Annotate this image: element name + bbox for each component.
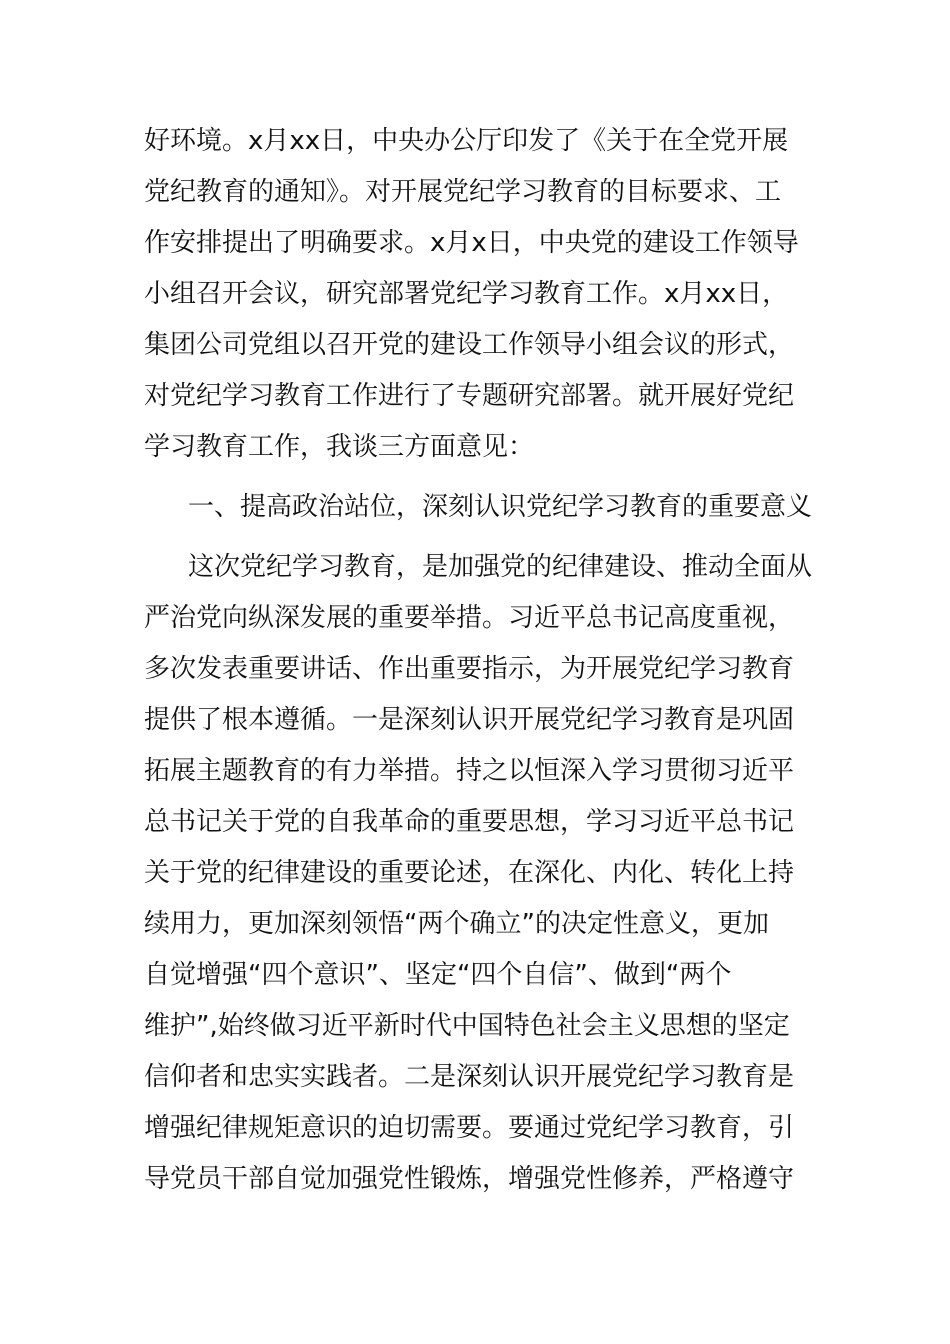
text-line: 小组召开会议，研究部署党纪学习教育工作。x月xx日， <box>144 279 789 309</box>
paragraph-intro <box>144 116 824 473</box>
text-line: 这次党纪学习教育，是加强党的纪律建设、推动全面从 <box>188 552 813 582</box>
paragraph-spacing <box>144 533 824 542</box>
text-line: 提供了根本遵循。一是深刻认识开展党纪学习教育是巩固 <box>144 705 795 735</box>
text-line: 作安排提出了明确要求。x月x日，中央党的建设工作领导 <box>144 228 799 258</box>
text-line: 严治党向纵深发展的重要举措。习近平总书记高度重视， <box>144 603 795 633</box>
text-line: 自觉增强“四个意识”、坚定“四个自信”、做到“两个 <box>144 960 732 990</box>
paragraph-body <box>144 542 824 1205</box>
heading-line: 一、提高政治站位，深刻认识党纪学习教育的重要意义 <box>188 492 813 522</box>
text-line: 关于党的纪律建设的重要论述，在深化、内化、转化上持 <box>144 858 795 888</box>
text-line: 增强纪律规矩意识的迫切需要。要通过党纪学习教育，引 <box>144 1113 795 1143</box>
text-line: 总书记关于党的自我革命的重要思想，学习习近平总书记 <box>144 807 795 837</box>
text-line: 导党员干部自觉加强党性锻炼，增强党性修养，严格遵守 <box>144 1164 795 1194</box>
text-line: 续用力，更加深刻领悟“两个确立”的决定性意义，更加 <box>144 909 769 939</box>
paragraph-spacing <box>144 473 824 482</box>
text-line: 党纪教育的通知》。对开展党纪学习教育的目标要求、工 <box>144 177 782 207</box>
section-heading <box>144 482 824 533</box>
text-line: 学习教育工作，我谈三方面意见： <box>144 432 535 462</box>
text-line: 多次发表重要讲话、作出重要指示，为开展党纪学习教育 <box>144 654 795 684</box>
text-line: 好环境。x月xx日，中央办公厅印发了《关于在全党开展 <box>144 126 789 156</box>
text-line: 拓展主题教育的有力举措。持之以恒深入学习贯彻习近平 <box>144 756 795 786</box>
text-line: 维护”,始终做习近平新时代中国特色社会主义思想的坚定 <box>144 1011 790 1041</box>
text-line: 信仰者和忠实实践者。二是深刻认识开展党纪学习教育是 <box>144 1062 795 1092</box>
text-line: 对党纪学习教育工作进行了专题研究部署。就开展好党纪 <box>144 381 795 411</box>
document-text <box>144 116 824 1205</box>
text-line: 集团公司党组以召开党的建设工作领导小组会议的形式， <box>144 330 795 360</box>
